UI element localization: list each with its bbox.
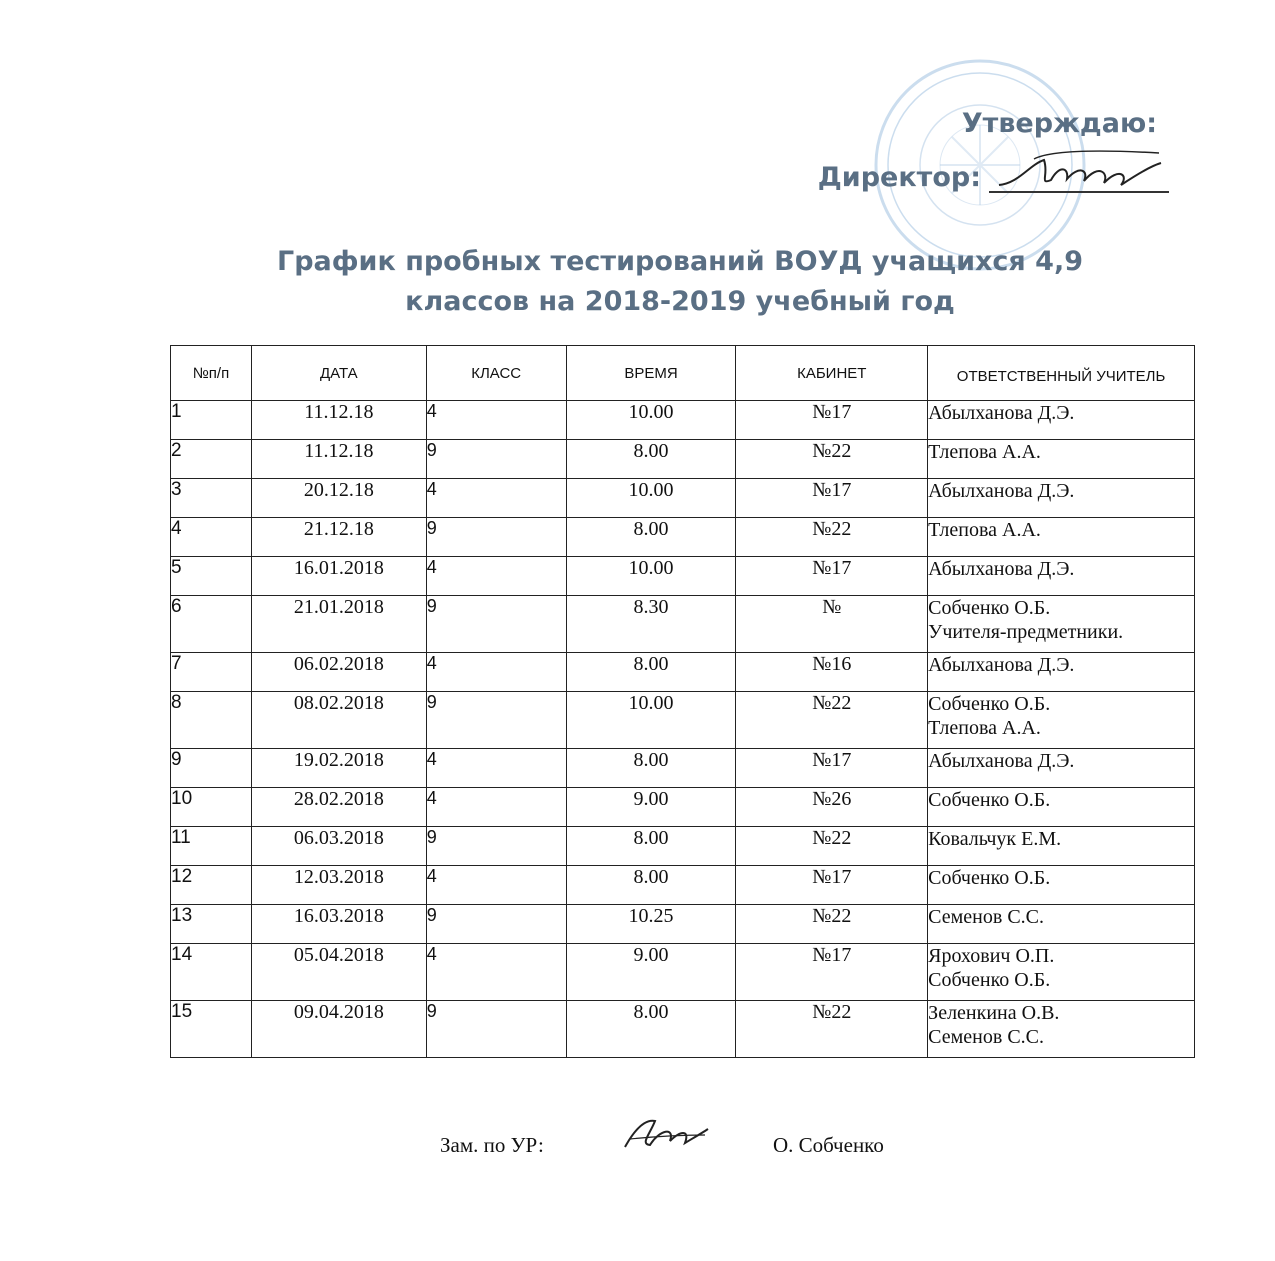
row-num: 5 <box>171 557 252 596</box>
header-date: ДАТА <box>251 346 426 401</box>
row-time: 10.25 <box>566 905 736 944</box>
row-time: 8.00 <box>566 866 736 905</box>
row-room: №17 <box>736 866 928 905</box>
teacher-name: Тлепова А.А. <box>928 519 1041 541</box>
row-date: 06.03.2018 <box>251 827 426 866</box>
row-room: №17 <box>736 944 928 1001</box>
approval-block <box>818 108 1157 193</box>
row-teacher <box>928 440 1195 479</box>
row-class: 9 <box>426 1001 566 1058</box>
table-row <box>171 518 1195 557</box>
row-date: 05.04.2018 <box>251 944 426 1001</box>
table-row <box>171 692 1195 749</box>
row-room: №22 <box>736 518 928 557</box>
row-class: 4 <box>426 944 566 1001</box>
header-time: ВРЕМЯ <box>566 346 736 401</box>
row-date: 21.12.18 <box>251 518 426 557</box>
row-teacher <box>928 1001 1195 1058</box>
row-class: 9 <box>426 440 566 479</box>
row-num: 2 <box>171 440 252 479</box>
row-num: 3 <box>171 479 252 518</box>
row-room: №22 <box>736 440 928 479</box>
row-room: №22 <box>736 905 928 944</box>
director-label: Директор: <box>817 162 981 193</box>
table-row <box>171 596 1195 653</box>
row-num: 13 <box>171 905 252 944</box>
row-class: 4 <box>426 749 566 788</box>
row-time: 9.00 <box>566 944 736 1001</box>
table-row <box>171 905 1195 944</box>
row-room: №17 <box>736 557 928 596</box>
row-teacher <box>928 944 1195 1001</box>
row-time: 8.30 <box>566 596 736 653</box>
row-date: 28.02.2018 <box>251 788 426 827</box>
row-room: №22 <box>736 692 928 749</box>
row-date: 21.01.2018 <box>251 596 426 653</box>
title-line-2: классов на 2018-2019 учебный год <box>405 286 955 317</box>
row-teacher <box>928 596 1195 653</box>
row-time: 8.00 <box>566 518 736 557</box>
footer-label: Зам. по УР: <box>440 1133 544 1157</box>
row-room: №17 <box>736 401 928 440</box>
row-date: 09.04.2018 <box>251 1001 426 1058</box>
row-teacher <box>928 557 1195 596</box>
teacher-name: Ковальчук Е.М. <box>928 828 1062 850</box>
row-num: 12 <box>171 866 252 905</box>
table-header-row <box>171 346 1195 401</box>
header-room: КАБИНЕТ <box>736 346 928 401</box>
teacher-name: Тлепова А.А. <box>928 441 1041 463</box>
schedule-table <box>170 345 1195 1058</box>
table-row <box>171 479 1195 518</box>
table-row <box>171 788 1195 827</box>
teacher-name: Абылханова Д.Э. <box>928 654 1075 676</box>
row-date: 11.12.18 <box>251 401 426 440</box>
row-date: 06.02.2018 <box>251 653 426 692</box>
row-num: 15 <box>171 1001 252 1058</box>
row-num: 8 <box>171 692 252 749</box>
row-room: №16 <box>736 653 928 692</box>
teacher-name: Абылханова Д.Э. <box>928 750 1075 772</box>
table-row <box>171 401 1195 440</box>
row-teacher <box>928 479 1195 518</box>
row-num: 10 <box>171 788 252 827</box>
approval-heading: Утверждаю: <box>961 108 1157 139</box>
teacher-name: Абылханова Д.Э. <box>928 558 1075 580</box>
title-line-1: График пробных тестирований ВОУД учащихся 4,9 <box>277 246 1083 277</box>
deputy-signature-icon <box>620 1109 710 1165</box>
row-class: 4 <box>426 401 566 440</box>
row-num: 6 <box>171 596 252 653</box>
teacher-name: Собченко О.Б. <box>928 969 1051 991</box>
teacher-name: Собченко О.Б. <box>928 789 1051 811</box>
row-class: 4 <box>426 479 566 518</box>
row-room: №17 <box>736 749 928 788</box>
row-class: 4 <box>426 866 566 905</box>
row-teacher <box>928 692 1195 749</box>
row-teacher <box>928 518 1195 557</box>
table-row <box>171 653 1195 692</box>
row-teacher <box>928 905 1195 944</box>
row-date: 20.12.18 <box>251 479 426 518</box>
row-num: 14 <box>171 944 252 1001</box>
row-teacher <box>928 749 1195 788</box>
row-room: №26 <box>736 788 928 827</box>
row-teacher <box>928 866 1195 905</box>
header-num: №п/п <box>171 346 252 401</box>
row-num: 7 <box>171 653 252 692</box>
row-time: 8.00 <box>566 1001 736 1058</box>
row-room: №22 <box>736 827 928 866</box>
row-time: 8.00 <box>566 749 736 788</box>
teacher-name: Семенов С.С. <box>928 1026 1044 1048</box>
row-date: 16.01.2018 <box>251 557 426 596</box>
table-row <box>171 440 1195 479</box>
row-time: 10.00 <box>566 479 736 518</box>
row-time: 9.00 <box>566 788 736 827</box>
header-class: КЛАСС <box>426 346 566 401</box>
row-class: 4 <box>426 557 566 596</box>
row-date: 16.03.2018 <box>251 905 426 944</box>
table-row <box>171 749 1195 788</box>
table-row <box>171 1001 1195 1058</box>
director-signature <box>989 145 1169 193</box>
teacher-name: Собченко О.Б. <box>928 597 1051 619</box>
director-line <box>818 145 1169 193</box>
row-room: №17 <box>736 479 928 518</box>
footer-name: О. Собченко <box>773 1133 884 1157</box>
teacher-name: Зеленкина О.В. <box>928 1002 1060 1024</box>
row-num: 11 <box>171 827 252 866</box>
row-time: 10.00 <box>566 692 736 749</box>
row-num: 4 <box>171 518 252 557</box>
row-room: № <box>736 596 928 653</box>
director-signature-icon <box>989 145 1169 195</box>
row-teacher <box>928 401 1195 440</box>
teacher-name: Абылханова Д.Э. <box>928 480 1075 502</box>
row-class: 9 <box>426 692 566 749</box>
teacher-name: Ярохович О.П. <box>928 945 1055 967</box>
teacher-name: Абылханова Д.Э. <box>928 402 1075 424</box>
teacher-name: Учителя-предметники. <box>928 621 1124 643</box>
teacher-name: Собченко О.Б. <box>928 693 1051 715</box>
row-class: 9 <box>426 905 566 944</box>
header-teacher: ОТВЕТСТВЕННЫЙ УЧИТЕЛЬ <box>928 346 1195 401</box>
row-teacher <box>928 827 1195 866</box>
row-class: 4 <box>426 653 566 692</box>
table-row <box>171 944 1195 1001</box>
row-time: 8.00 <box>566 440 736 479</box>
row-date: 08.02.2018 <box>251 692 426 749</box>
row-time: 10.00 <box>566 557 736 596</box>
table-row <box>171 866 1195 905</box>
row-teacher <box>928 653 1195 692</box>
row-date: 12.03.2018 <box>251 866 426 905</box>
row-time: 8.00 <box>566 827 736 866</box>
table-row <box>171 557 1195 596</box>
table-body <box>171 401 1195 1058</box>
row-time: 8.00 <box>566 653 736 692</box>
row-class: 9 <box>426 827 566 866</box>
row-date: 19.02.2018 <box>251 749 426 788</box>
teacher-name: Семенов С.С. <box>928 906 1044 928</box>
row-class: 4 <box>426 788 566 827</box>
row-class: 9 <box>426 518 566 557</box>
row-time: 10.00 <box>566 401 736 440</box>
teacher-name: Тлепова А.А. <box>928 717 1041 739</box>
document-title <box>160 242 1200 322</box>
table-row <box>171 827 1195 866</box>
row-num: 9 <box>171 749 252 788</box>
row-class: 9 <box>426 596 566 653</box>
row-room: №22 <box>736 1001 928 1058</box>
teacher-name: Собченко О.Б. <box>928 867 1051 889</box>
row-teacher <box>928 788 1195 827</box>
row-date: 11.12.18 <box>251 440 426 479</box>
row-num: 1 <box>171 401 252 440</box>
